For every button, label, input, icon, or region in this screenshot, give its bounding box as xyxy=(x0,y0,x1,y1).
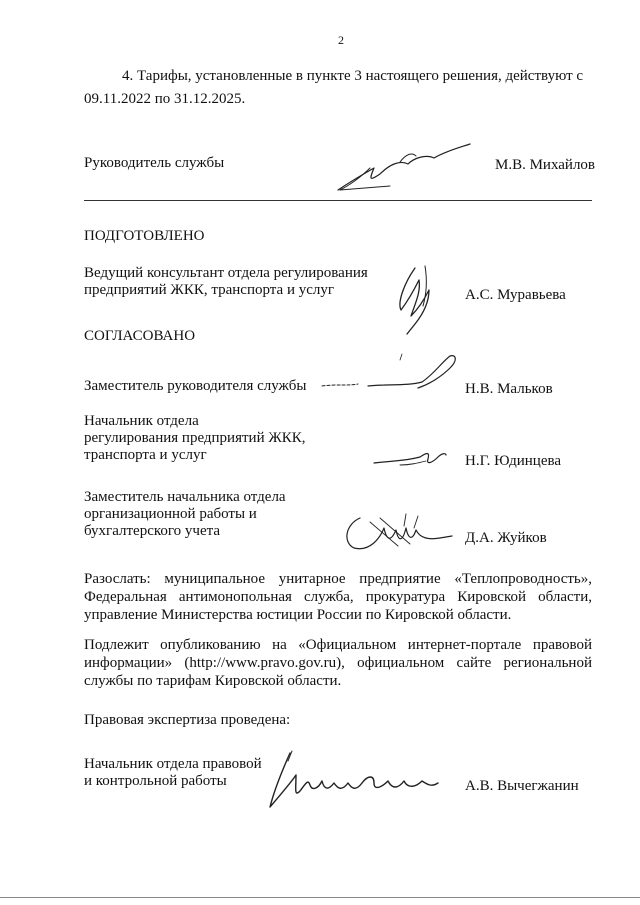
agreed-heading: СОГЛАСОВАНО xyxy=(84,328,196,344)
paragraph-4-line-1: 4. Тарифы, установленные в пункте 3 настоящего решения, действуют с xyxy=(122,68,584,84)
legal-position-line-1: Начальник отдела правовой xyxy=(84,756,262,772)
prepared-name: А.С. Муравьева xyxy=(465,287,566,303)
head-signature-rule xyxy=(84,200,592,201)
agreed-signer-3-name: Д.А. Жуйков xyxy=(465,530,547,546)
prepared-heading: ПОДГОТОВЛЕНО xyxy=(84,228,205,244)
legal-position-line-2: и контрольной работы xyxy=(84,773,227,789)
agreed-signer-3-position-line-3: бухгалтерского учета xyxy=(84,523,221,539)
legal-heading: Правовая экспертиза проведена: xyxy=(84,712,291,728)
bottom-page-edge xyxy=(0,897,640,898)
page-number: 2 xyxy=(338,33,344,47)
agreed-signer-2-name: Н.Г. Юдинцева xyxy=(465,453,562,469)
agreed-signer-2-signature-image xyxy=(370,445,450,475)
head-signature-image xyxy=(330,138,490,198)
paragraph-4-line-2: 09.11.2022 по 31.12.2025. xyxy=(84,91,246,107)
legal-name: А.В. Вычегжанин xyxy=(465,778,579,794)
publication-text: Подлежит опубликованию на «Официальном интернет-портале правовой информации» (http://www.pravo.gov.ru), официальном сайте региональной службы по тарифам Кировской области. xyxy=(84,637,592,689)
legal-signature-image xyxy=(262,745,442,815)
agreed-signer-3-position-line-2: организационной работы и xyxy=(84,506,257,522)
agreed-signer-3-signature-image xyxy=(340,508,460,558)
head-name: М.В. Михайлов xyxy=(495,157,596,173)
agreed-signer-2-position-line-1: Начальник отдела xyxy=(84,413,199,429)
agreed-signer-1-signature-image xyxy=(318,346,468,406)
agreed-signer-3-position-line-1: Заместитель начальника отдела xyxy=(84,489,286,505)
agreed-signer-2-position-line-3: транспорта и услуг xyxy=(84,447,207,463)
distribution-text: Разослать: муниципальное унитарное предприятие «Теплопроводность», Федеральная антимонопольная служба, прокуратура Кировской области, управление Министерства юстиции России по Кировской области. xyxy=(84,571,592,623)
agreed-signer-1-position: Заместитель руководителя службы xyxy=(84,378,307,394)
prepared-signature-image xyxy=(385,262,445,342)
agreed-signer-2-position-line-2: регулирования предприятий ЖКК, xyxy=(84,430,306,446)
prepared-position-line-2: предприятий ЖКК, транспорта и услуг xyxy=(84,282,335,298)
head-position: Руководитель службы xyxy=(84,155,225,171)
agreed-signer-1-name: Н.В. Мальков xyxy=(465,381,553,397)
prepared-position-line-1: Ведущий консультант отдела регулирования xyxy=(84,265,368,281)
